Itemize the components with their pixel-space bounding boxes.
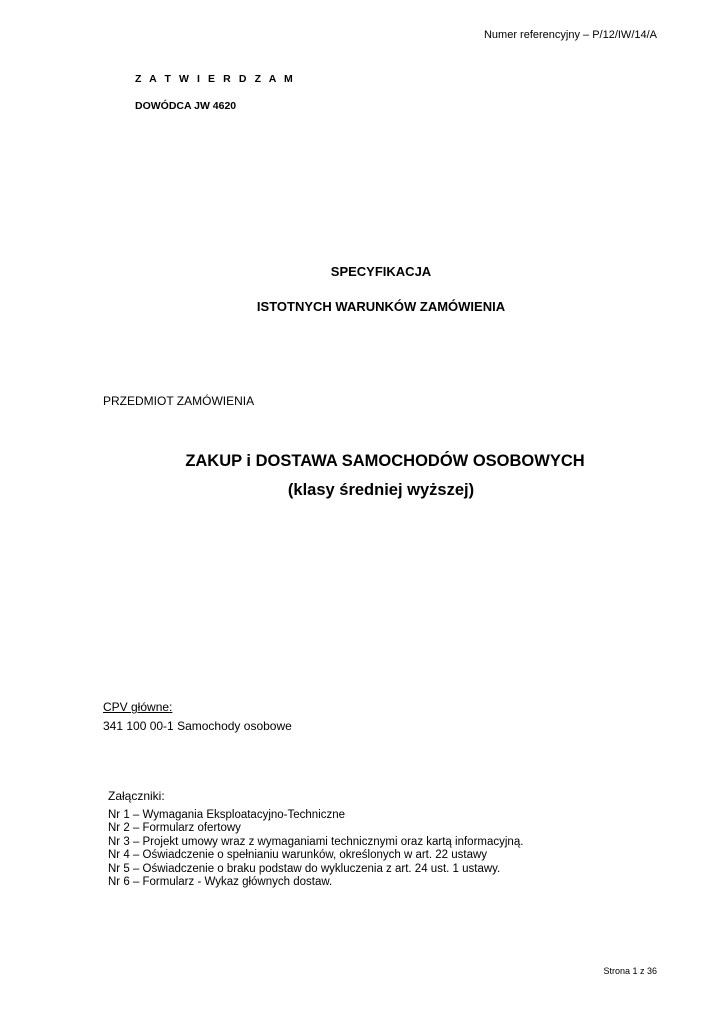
attachments-list xyxy=(108,809,523,889)
document-title: SPECYFIKACJA xyxy=(330,264,432,279)
subject-subtitle: (klasy średniej wyższej) xyxy=(287,481,475,499)
attachment-item: Nr 1 – Wymagania Eksploatacyjno-Techniczne xyxy=(108,809,346,821)
reference-number: Numer referencyjny – P/12/IW/14/A xyxy=(483,29,657,41)
attachment-item: Nr 2 – Formularz ofertowy xyxy=(108,822,241,835)
attachment-item: Nr 6 – Formularz - Wykaz głównych dostaw. xyxy=(108,876,333,889)
attachment-item: Nr 3 – Projekt umowy wraz z wymaganiami technicznymi oraz kartą informacyjną. xyxy=(108,835,524,848)
cpv-heading: CPV główne: xyxy=(103,700,173,714)
attachments-heading: Załączniki: xyxy=(108,789,165,803)
approval-label: Z A T W I E R D Z A M xyxy=(135,73,296,85)
subject-label: PRZEDMIOT ZAMÓWIENIA xyxy=(103,394,255,408)
commander-label: DOWÓDCA JW 4620 xyxy=(135,100,237,112)
page-number: Strona 1 z 36 xyxy=(603,966,657,976)
subject-title: ZAKUP i DOSTAWA SAMOCHODÓW OSOBOWYCH xyxy=(185,452,585,470)
document-subtitle: ISTOTNYCH WARUNKÓW ZAMÓWIENIA xyxy=(256,299,506,314)
attachment-item: Nr 5 – Oświadczenie o braku podstaw do wykluczenia z art. 24 ust. 1 ustawy. xyxy=(108,862,501,875)
attachment-item: Nr 4 – Oświadczenie o spełnianiu warunków, określonych w art. 22 ustawy xyxy=(108,849,488,862)
cpv-value: 341 100 00-1 Samochody osobowe xyxy=(103,719,292,733)
